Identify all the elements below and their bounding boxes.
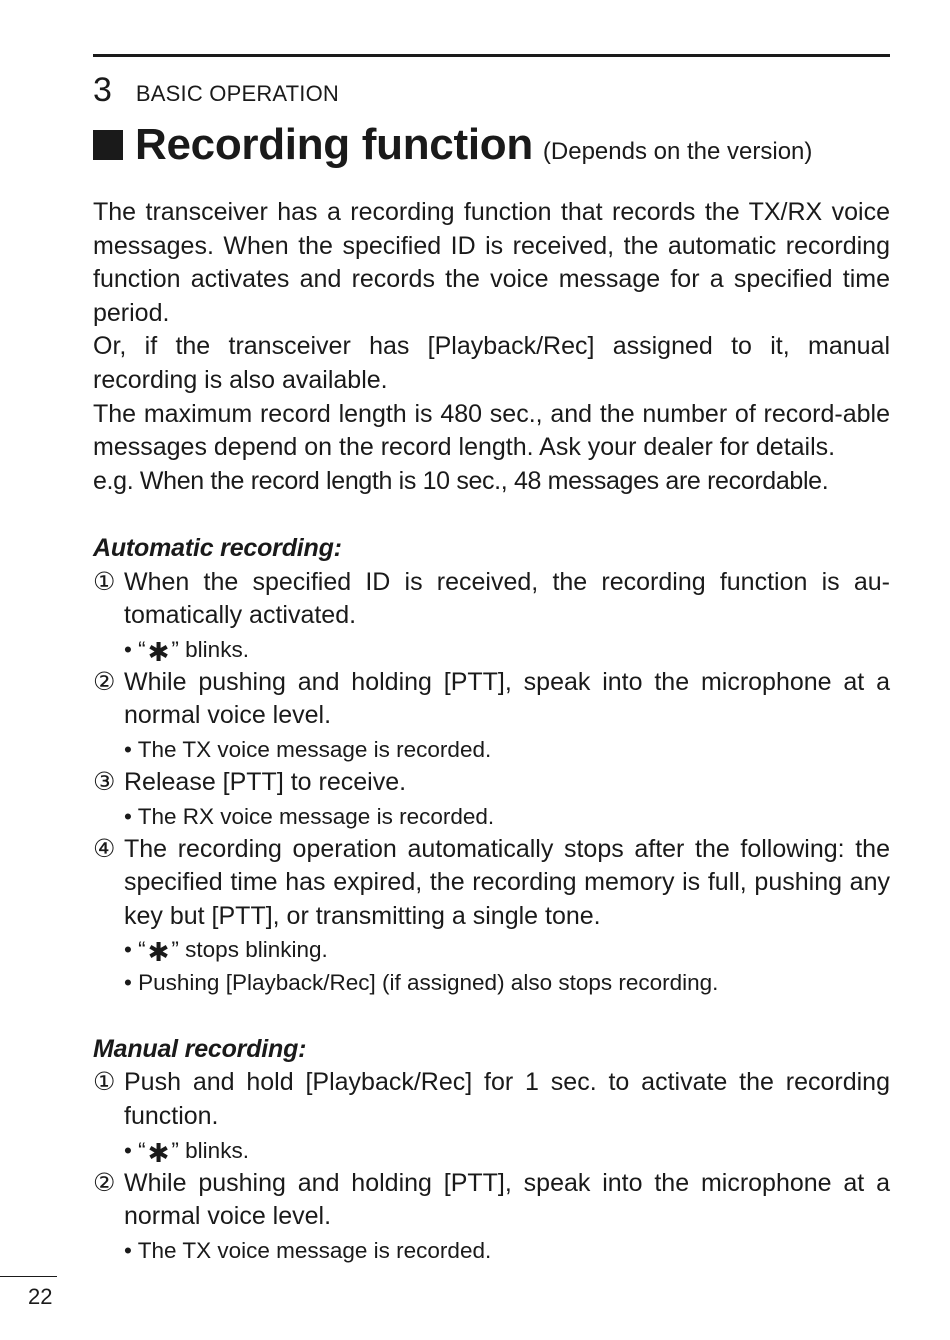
step-note: • The RX voice message is recorded. [124,803,495,829]
automatic-recording-heading: Automatic recording: [93,533,342,562]
step-text: Push and hold [Playback/Rec] for 1 sec. to activate the recording function. [124,1068,890,1131]
manual-step-2 [93,1167,890,1234]
recording-asterisk-icon: ✱ [147,636,170,667]
intro-paragraph-2: Or, if the transceiver has [Playback/Rec] assigned to it, manual recording is also available. [93,332,890,394]
note-prefix: • “ [124,937,146,963]
manual-recording-heading: Manual recording: [93,1034,307,1063]
step-number: ① [93,1068,116,1097]
manual-step-1 [93,1066,890,1133]
step-note [93,1134,890,1167]
footer-rule [0,1276,57,1277]
step-note [93,633,890,666]
step-number: ④ [93,834,116,863]
black-square-icon [93,130,123,160]
step-note: • The TX voice message is recorded. [124,1237,492,1263]
automatic-step-2 [93,666,890,733]
chapter-number: 3 [93,71,112,109]
section-heading [93,118,893,172]
chapter-title: BASIC OPERATION [135,81,339,106]
automatic-step-3 [93,766,890,800]
page-body [93,196,890,1267]
step-number: ② [93,1168,116,1197]
step-text: When the specified ID is received, the recording function is au-tomatically activated. [124,567,890,630]
step-text: Release [PTT] to receive. [124,767,407,796]
intro-paragraph-3: The maximum record length is 480 sec., and the number of record-able messages depend on the record length. Ask your dealer for details. [93,399,890,462]
step-note [93,933,890,966]
note-prefix: • “ [124,636,146,662]
intro-paragraph-1: The transceiver has a recording function that records the TX/RX voice messages. When the specified ID is received, the automatic recording function activates and records the voice message for a specified time period. [93,198,890,327]
section-subtitle: (Depends on the version) [542,138,813,165]
note-suffix: ” blinks. [171,1137,249,1163]
step-number: ① [93,567,116,596]
step-note: • Pushing [Playback/Rec] (if assigned) also stops recording. [124,970,719,996]
automatic-step-4 [93,833,890,934]
note-suffix: ” blinks. [171,636,249,662]
step-number: ③ [93,767,116,796]
step-text: The recording operation automatically stops after the following: the specified time has expired, the recording memory is full, pushing any key but [PTT], or transmitting a single tone. [124,834,890,930]
note-prefix: • “ [124,1137,146,1163]
page-number: 22 [28,1284,53,1309]
recording-asterisk-icon: ✱ [147,937,170,968]
note-suffix: ” stops blinking. [171,937,328,963]
chapter-header [93,70,339,110]
step-number: ② [93,667,116,696]
header-rule [93,54,890,57]
step-text: While pushing and holding [PTT], speak into the microphone at a normal voice level. [124,1168,890,1231]
step-text: While pushing and holding [PTT], speak into the microphone at a normal voice level. [124,667,890,730]
recording-asterisk-icon: ✱ [147,1137,170,1168]
intro-example: e.g. When the record length is 10 sec., 48 messages are recordable. [93,466,829,495]
section-title: Recording function [135,120,533,169]
step-note: • The TX voice message is recorded. [124,736,492,762]
automatic-step-1 [93,566,890,633]
